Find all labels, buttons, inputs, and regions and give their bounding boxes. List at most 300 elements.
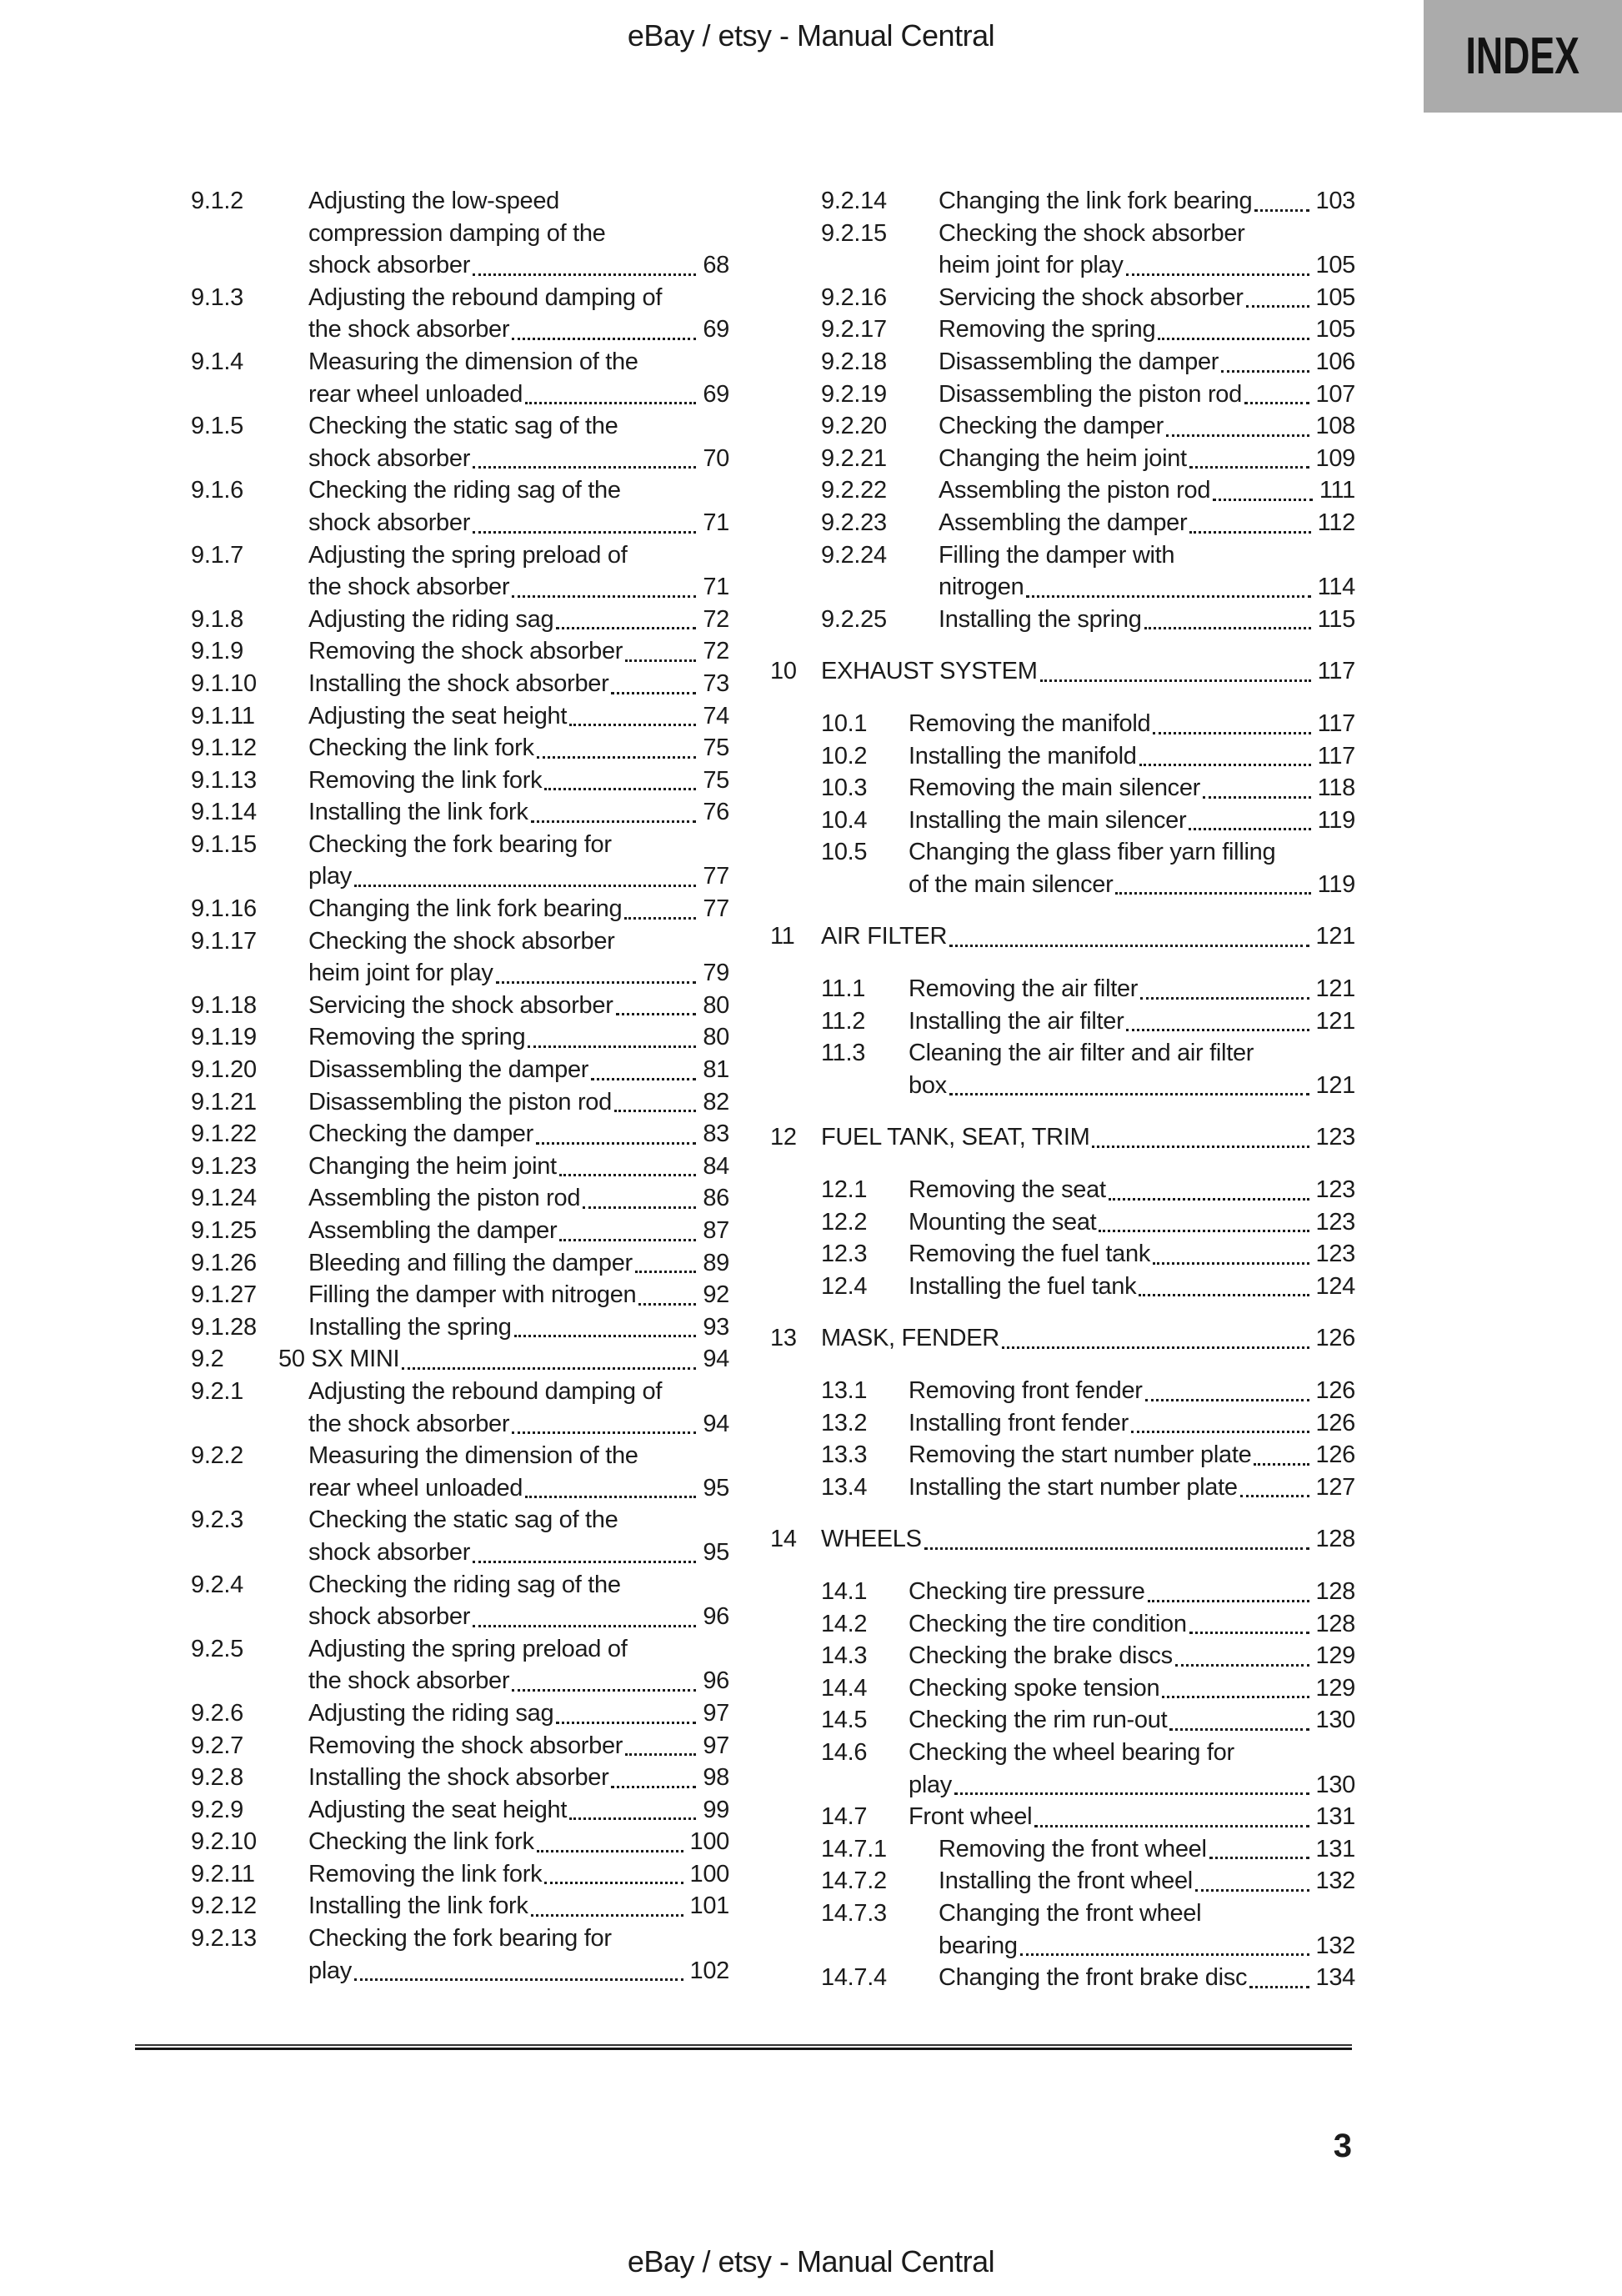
toc-entry-number: 14.7.1	[821, 1835, 887, 1862]
toc-entry	[821, 740, 1355, 773]
toc-entry-body	[308, 635, 729, 668]
toc-entry-number: 14.7.3	[821, 1899, 887, 1927]
toc-entry-title: Disassembling the damper	[939, 348, 1219, 375]
toc-entry	[821, 1962, 1355, 1994]
toc-entry-page: 95	[703, 1538, 729, 1566]
toc-entry-number: 9.2.21	[821, 444, 887, 472]
toc-entry-title: Removing the spring	[308, 1024, 526, 1051]
toc-entry-body	[909, 1640, 1355, 1672]
toc-entry-last-line	[909, 708, 1355, 740]
dot-leader	[512, 1311, 703, 1344]
toc-entry-page: 109	[1315, 444, 1355, 472]
dot-leader	[1167, 1704, 1315, 1737]
toc-entry-last-line	[308, 571, 729, 604]
toc-entry-last-line	[308, 1697, 729, 1730]
toc-entry-page: 68	[703, 252, 729, 279]
dot-leader	[528, 796, 703, 829]
toc-entry-title: Adjusting the seat height	[308, 702, 568, 729]
toc-entry-body	[308, 1633, 729, 1697]
toc-entry-page: 86	[703, 1185, 729, 1212]
dot-leader	[1150, 1238, 1315, 1271]
toc-entry-title: Removing the seat	[909, 1176, 1106, 1204]
toc-entry-last-line	[308, 1054, 729, 1086]
toc-entry-title: Changing the heim joint	[939, 444, 1187, 472]
toc-entry-number: 9.2.18	[821, 348, 887, 375]
toc-entry-title-line: compression damping of the	[308, 219, 606, 247]
toc-entry-title-line: Adjusting the spring preload of	[308, 1635, 628, 1662]
toc-entry-title: Front wheel	[909, 1803, 1033, 1831]
toc-entry-page: 98	[703, 1764, 729, 1792]
toc-entry-number: 10.4	[821, 806, 868, 834]
toc-entry	[821, 1005, 1355, 1038]
dot-leader	[557, 1151, 703, 1183]
dot-leader	[1186, 805, 1317, 837]
toc-entry-body	[939, 539, 1355, 604]
toc-entry-page: 92	[703, 1281, 729, 1309]
toc-entry-number: 11.1	[821, 975, 866, 1003]
dot-leader	[1247, 1962, 1315, 1994]
toc-entry	[821, 1833, 1355, 1866]
toc-entry-page: 73	[703, 669, 729, 697]
toc-entry-title: Installing the main silencer	[909, 806, 1187, 834]
dot-leader	[352, 860, 703, 893]
toc-entry-title-line: Checking the fork bearing for	[308, 1925, 612, 1953]
toc-entry-title: Installing the shock absorber	[308, 1764, 609, 1792]
toc-entry	[821, 1037, 1355, 1101]
toc-entry-page: 119	[1317, 806, 1355, 834]
toc-entry-body	[909, 805, 1355, 837]
toc-entry-last-line	[308, 313, 729, 346]
toc-entry-body	[821, 920, 1355, 953]
toc-entry	[191, 1215, 729, 1247]
toc-entry	[191, 1633, 729, 1697]
toc-entry-title: Changing the front brake disc	[939, 1964, 1248, 1992]
toc-entry-page: 126	[1315, 1325, 1355, 1352]
toc-entry-number: 9.2.1	[191, 1377, 243, 1405]
toc-entry	[821, 1271, 1355, 1303]
toc-entry-body	[308, 1858, 729, 1891]
toc-entry-title: Assembling the piston rod	[308, 1185, 581, 1212]
toc-entry	[191, 668, 729, 700]
toc-entry-title: Removing the manifold	[909, 709, 1151, 737]
toc-entry-last-line	[308, 1890, 729, 1923]
toc-entry-number: 9.2.9	[191, 1796, 243, 1823]
toc-entry-number: 9.2.20	[821, 413, 887, 440]
dot-leader	[1138, 973, 1315, 1005]
toc-entry-page: 117	[1317, 709, 1355, 737]
toc-entry-last-line	[308, 507, 729, 539]
toc-entry-body	[939, 1897, 1355, 1962]
toc-entry-title: nitrogen	[939, 574, 1024, 601]
toc-entry-last-line	[308, 764, 729, 797]
toc-entry	[191, 796, 729, 829]
toc-entry-last-line	[308, 1086, 729, 1119]
toc-entry-body	[821, 1121, 1355, 1154]
dot-leader	[525, 1021, 703, 1054]
toc-entry-body	[939, 604, 1355, 636]
toc-entry-number: 9.1.24	[191, 1185, 257, 1212]
toc-entry-title: Checking the link fork	[308, 734, 534, 762]
toc-entry-page: 118	[1317, 775, 1355, 802]
toc-entry-page: 79	[703, 960, 729, 987]
toc-entry-body	[308, 1118, 729, 1151]
dot-leader	[1136, 1271, 1315, 1303]
toc-entry-page: 129	[1315, 1642, 1355, 1670]
toc-entry-page: 100	[689, 1828, 729, 1856]
dot-leader	[633, 1247, 703, 1280]
toc-entry-body	[308, 1440, 729, 1504]
dot-leader	[1143, 1375, 1316, 1407]
toc-entry-body	[909, 1439, 1355, 1471]
toc-entry	[821, 1238, 1355, 1271]
toc-entry-title: Installing the spring	[939, 605, 1142, 633]
toc-entry-page: 114	[1317, 574, 1355, 601]
toc-entry	[821, 1407, 1355, 1440]
dot-leader	[542, 1858, 689, 1891]
toc-entry	[191, 700, 729, 733]
toc-entry-last-line	[308, 249, 729, 282]
toc-entry-last-line	[909, 1174, 1355, 1206]
dot-leader	[509, 1665, 703, 1697]
toc-entry-number: 9.1.18	[191, 991, 257, 1019]
toc-entry-title: Installing the link fork	[308, 799, 528, 826]
toc-entry-page: 126	[1315, 1409, 1355, 1436]
toc-entry-last-line	[909, 1238, 1355, 1271]
dot-leader	[1124, 1005, 1315, 1038]
dot-leader	[399, 1343, 703, 1376]
toc-entry-number: 9.1.11	[191, 702, 255, 729]
toc-entry-title: Disassembling the piston rod	[939, 380, 1242, 408]
toc-entry-page: 134	[1315, 1964, 1355, 1992]
toc-entry	[821, 1704, 1355, 1737]
toc-entry-title: Removing the spring	[939, 316, 1156, 343]
toc-entry-last-line	[939, 507, 1355, 539]
dot-leader	[1193, 1865, 1316, 1897]
toc-entry-body	[909, 1704, 1355, 1737]
toc-entry-title: Removing the front wheel	[939, 1835, 1207, 1862]
toc-entry-title: Assembling the piston rod	[939, 477, 1211, 504]
dot-leader	[567, 1794, 703, 1827]
toc-entry-body	[939, 1962, 1355, 1994]
toc-entry	[191, 1569, 729, 1633]
toc-entry-body	[909, 1576, 1355, 1608]
toc-entry	[191, 732, 729, 764]
toc-entry-page: 130	[1315, 1771, 1355, 1798]
toc-entry-number: 9.2.4	[191, 1571, 243, 1598]
toc-entry	[821, 218, 1355, 282]
toc-entry-title: Changing the link fork bearing	[939, 188, 1253, 214]
dot-leader	[509, 1408, 703, 1441]
toc-entry-title: Removing the link fork	[308, 766, 543, 794]
toc-entry-title: Bleeding and filling the damper	[308, 1249, 633, 1276]
toc-entry-last-line	[308, 893, 729, 925]
toc-entry-last-line	[821, 1322, 1355, 1355]
toc-entry	[821, 378, 1355, 411]
toc-entry-number: 9.2.24	[821, 541, 887, 569]
dot-leader	[1018, 1930, 1316, 1963]
dot-leader	[1106, 1174, 1316, 1206]
toc-entry-title: Removing the main silencer	[909, 775, 1201, 802]
toc-entry-title-line: Changing the glass fiber yarn filling	[909, 839, 1276, 866]
toc-entry-last-line	[308, 1730, 729, 1762]
toc-entry-body	[909, 1037, 1355, 1101]
dot-leader	[1032, 1801, 1315, 1833]
toc-entry-body	[308, 829, 729, 893]
toc-entry-last-line	[909, 772, 1355, 805]
toc-entry-body	[939, 378, 1355, 411]
dot-leader	[1242, 378, 1316, 411]
toc-entry-page: 72	[703, 638, 729, 665]
toc-entry	[821, 539, 1355, 604]
toc-entry-body	[939, 218, 1355, 282]
dot-leader	[1244, 282, 1316, 314]
dot-leader	[622, 893, 703, 925]
toc-entry-page: 97	[703, 1699, 729, 1727]
dot-leader	[1096, 1206, 1315, 1239]
dot-leader	[1207, 1833, 1316, 1866]
toc-entry	[191, 1118, 729, 1151]
toc-entry-body	[308, 185, 729, 282]
dot-leader	[1187, 507, 1317, 539]
toc-entry-number: 9.2.7	[191, 1732, 243, 1759]
toc-entry-last-line	[308, 1151, 729, 1183]
dot-leader	[352, 1955, 690, 1988]
header-title: eBay / etsy - Manual Central	[627, 18, 995, 53]
divider-rule-thin	[135, 2044, 1352, 2046]
toc-entry-number: 11.2	[821, 1007, 866, 1035]
toc-entry-number: 9.2.23	[821, 509, 887, 536]
toc-entry-body	[308, 1151, 729, 1183]
toc-entry-page: 72	[703, 605, 729, 633]
toc-entry-last-line	[308, 1955, 729, 1988]
toc-entry	[191, 1279, 729, 1311]
toc-entry-page: 105	[1315, 283, 1355, 311]
toc-entry-last-line	[939, 346, 1355, 378]
toc-entry-body	[939, 474, 1355, 507]
toc-entry-title: Servicing the shock absorber	[939, 283, 1244, 311]
toc-entry-title-line: Checking the fork bearing for	[308, 830, 612, 858]
dot-leader	[613, 990, 703, 1022]
toc-entry-title: Disassembling the damper	[308, 1056, 589, 1084]
toc-entry-page: 131	[1315, 1835, 1355, 1862]
toc-entry-body	[308, 1215, 729, 1247]
dot-leader	[493, 957, 703, 990]
toc-entry-last-line	[308, 1665, 729, 1697]
toc-entry-title: bearing	[939, 1932, 1018, 1959]
toc-entry-page: 130	[1315, 1707, 1355, 1734]
toc-entry	[191, 1730, 729, 1762]
toc-entry	[770, 1121, 1355, 1154]
dot-leader	[636, 1279, 703, 1311]
toc-entry-title-line: Adjusting the low-speed	[308, 188, 560, 214]
toc-entry-page: 106	[1315, 348, 1355, 375]
toc-entry-page: 69	[703, 380, 729, 408]
toc-entry-page: 71	[703, 509, 729, 536]
toc-entry-last-line	[308, 1762, 729, 1794]
toc-entry-number: 9.1.22	[191, 1120, 257, 1148]
toc-entry-page: 123	[1315, 1124, 1355, 1151]
toc-entry-body	[308, 1311, 729, 1344]
toc-entry-title: play	[308, 863, 352, 890]
toc-entry-body	[909, 1471, 1355, 1504]
toc-entry	[191, 764, 729, 797]
toc-entry-title: Installing the manifold	[909, 742, 1137, 770]
toc-entry	[821, 185, 1355, 218]
toc-entry-page: 99	[703, 1796, 729, 1823]
toc-entry-body	[909, 973, 1355, 1005]
toc-entry-title: Installing the start number plate	[909, 1473, 1238, 1501]
toc-entry-page: 111	[1319, 477, 1355, 504]
toc-entry-number: 9.2.17	[821, 316, 887, 343]
toc-entry-number: 14.3	[821, 1642, 868, 1670]
toc-entry	[821, 1897, 1355, 1962]
dot-leader	[588, 1054, 703, 1086]
toc-entry-body	[308, 282, 729, 346]
toc-entry-title: the shock absorber	[308, 574, 510, 601]
toc-entry-last-line	[821, 920, 1355, 953]
toc-entry	[191, 539, 729, 604]
toc-entry-last-line	[909, 1704, 1355, 1737]
toc-entry-body	[939, 313, 1355, 346]
toc-entry-body	[909, 1407, 1355, 1440]
toc-entry-body	[308, 1182, 729, 1215]
toc-entry-page: 75	[703, 734, 729, 762]
toc-entry-title: play	[308, 1957, 352, 1984]
toc-entry-title: Mounting the seat	[909, 1208, 1097, 1236]
dot-leader	[1164, 410, 1316, 443]
toc-entry-body	[308, 1569, 729, 1633]
toc-entry-page: 124	[1315, 1272, 1355, 1300]
toc-entry-last-line	[939, 604, 1355, 636]
dot-leader	[533, 1118, 703, 1151]
toc-entry-page: 89	[703, 1249, 729, 1276]
toc-entry-number: 9.2.11	[191, 1860, 255, 1887]
toc-entry-number: 9.1.13	[191, 766, 257, 794]
toc-entry-page: 96	[703, 1603, 729, 1631]
toc-entry-body	[308, 1730, 729, 1762]
toc-entry-page: 126	[1315, 1377, 1355, 1404]
toc-entry	[191, 1151, 729, 1183]
toc-entry-last-line	[308, 1472, 729, 1505]
toc-entry-page: 128	[1315, 1526, 1355, 1553]
toc-entry	[821, 1375, 1355, 1407]
toc-entry	[191, 1376, 729, 1440]
toc-entry-title: Removing the air filter	[909, 975, 1139, 1003]
toc-entry-number: 9.2.6	[191, 1699, 243, 1727]
toc-entry	[821, 443, 1355, 475]
toc-entry-number: 14.5	[821, 1707, 868, 1734]
toc-entry-body	[308, 539, 729, 604]
dot-leader	[922, 1523, 1316, 1556]
toc-entry-number: 9.1.15	[191, 830, 257, 858]
toc-entry	[191, 474, 729, 539]
toc-entry-last-line	[939, 474, 1355, 507]
toc-entry-number: 14.2	[821, 1610, 868, 1637]
toc-entry-number: 9.2.15	[821, 219, 887, 247]
toc-entry-body	[308, 1890, 729, 1923]
toc-entry-body	[909, 772, 1355, 805]
toc-entry-title-line: Measuring the dimension of the	[308, 1442, 638, 1470]
toc-entry-body	[909, 708, 1355, 740]
dot-leader	[553, 604, 703, 636]
dot-leader	[1089, 1121, 1315, 1154]
toc-entry-body	[909, 1238, 1355, 1271]
dot-leader	[1251, 1439, 1315, 1471]
dot-leader	[580, 1182, 703, 1215]
toc-entry-title: Installing the fuel tank	[909, 1272, 1137, 1300]
toc-entry-title: Checking the damper	[939, 413, 1164, 440]
toc-entry-last-line	[909, 1206, 1355, 1239]
toc-entry-last-line	[939, 282, 1355, 314]
toc-entry-title: WHEELS	[821, 1526, 922, 1553]
toc-entry	[770, 655, 1355, 688]
toc-entry-page: 121	[1315, 1071, 1355, 1099]
toc-entry-page: 95	[703, 1474, 729, 1501]
toc-entry-title: Removing the link fork	[308, 1860, 543, 1887]
toc-entry-body	[909, 1801, 1355, 1833]
toc-entry-title: play	[909, 1771, 952, 1798]
toc-entry-page: 103	[1315, 188, 1355, 214]
dot-leader	[470, 507, 703, 539]
toc-entry-page: 82	[703, 1088, 729, 1115]
toc-entry	[821, 1206, 1355, 1239]
toc-entry-number: 9.1.12	[191, 734, 257, 762]
dot-leader	[553, 1697, 703, 1730]
dot-leader	[567, 700, 703, 733]
toc-entry-title: the shock absorber	[308, 316, 510, 343]
toc-entry-last-line	[909, 1801, 1355, 1833]
toc-entry-number: 13.2	[821, 1409, 868, 1436]
toc-entry-title-line: Checking the riding sag of the	[308, 1571, 621, 1598]
toc-entry-title: FUEL TANK, SEAT, TRIM	[821, 1124, 1090, 1151]
toc-entry	[191, 1343, 729, 1376]
toc-entry-body	[308, 410, 729, 474]
toc-entry-number: 12.3	[821, 1241, 868, 1268]
toc-entry-page: 128	[1315, 1577, 1355, 1605]
dot-leader	[1159, 1672, 1315, 1705]
toc-entry-last-line	[909, 1576, 1355, 1608]
toc-entry	[191, 1923, 729, 1987]
toc-entry-title-line: Cleaning the air filter and air filter	[909, 1040, 1254, 1067]
toc-entry-title: 50 SX MINI	[278, 1346, 400, 1373]
toc-entry	[191, 1697, 729, 1730]
page-number: 3	[1333, 2128, 1352, 2164]
toc-entry-last-line	[821, 655, 1355, 688]
toc-entry-last-line	[308, 1826, 729, 1858]
toc-entry-page: 84	[703, 1152, 729, 1180]
toc-entry	[191, 1247, 729, 1280]
toc-entry-number: 9.2.22	[821, 477, 887, 504]
toc-entry-last-line	[909, 973, 1355, 1005]
toc-entry-page: 70	[703, 444, 729, 472]
toc-entry-number: 9.2.25	[821, 605, 887, 633]
toc-entry-number: 14	[770, 1526, 797, 1553]
toc-entry	[191, 410, 729, 474]
toc-entry-last-line	[308, 1182, 729, 1215]
toc-entry-page: 121	[1315, 1007, 1355, 1035]
toc-entry-number: 9.2.10	[191, 1828, 257, 1856]
dot-leader	[1252, 185, 1315, 218]
toc-entry	[191, 1021, 729, 1054]
toc-entry	[191, 1311, 729, 1344]
toc-entry-last-line	[308, 957, 729, 990]
toc-entry-title: Adjusting the riding sag	[308, 605, 554, 633]
toc-entry-title: shock absorber	[308, 509, 471, 536]
toc-entry-title: Disassembling the piston rod	[308, 1088, 612, 1115]
toc-entry-last-line	[308, 604, 729, 636]
toc-entry-title: Adjusting the seat height	[308, 1796, 568, 1823]
dot-leader	[1137, 740, 1318, 773]
